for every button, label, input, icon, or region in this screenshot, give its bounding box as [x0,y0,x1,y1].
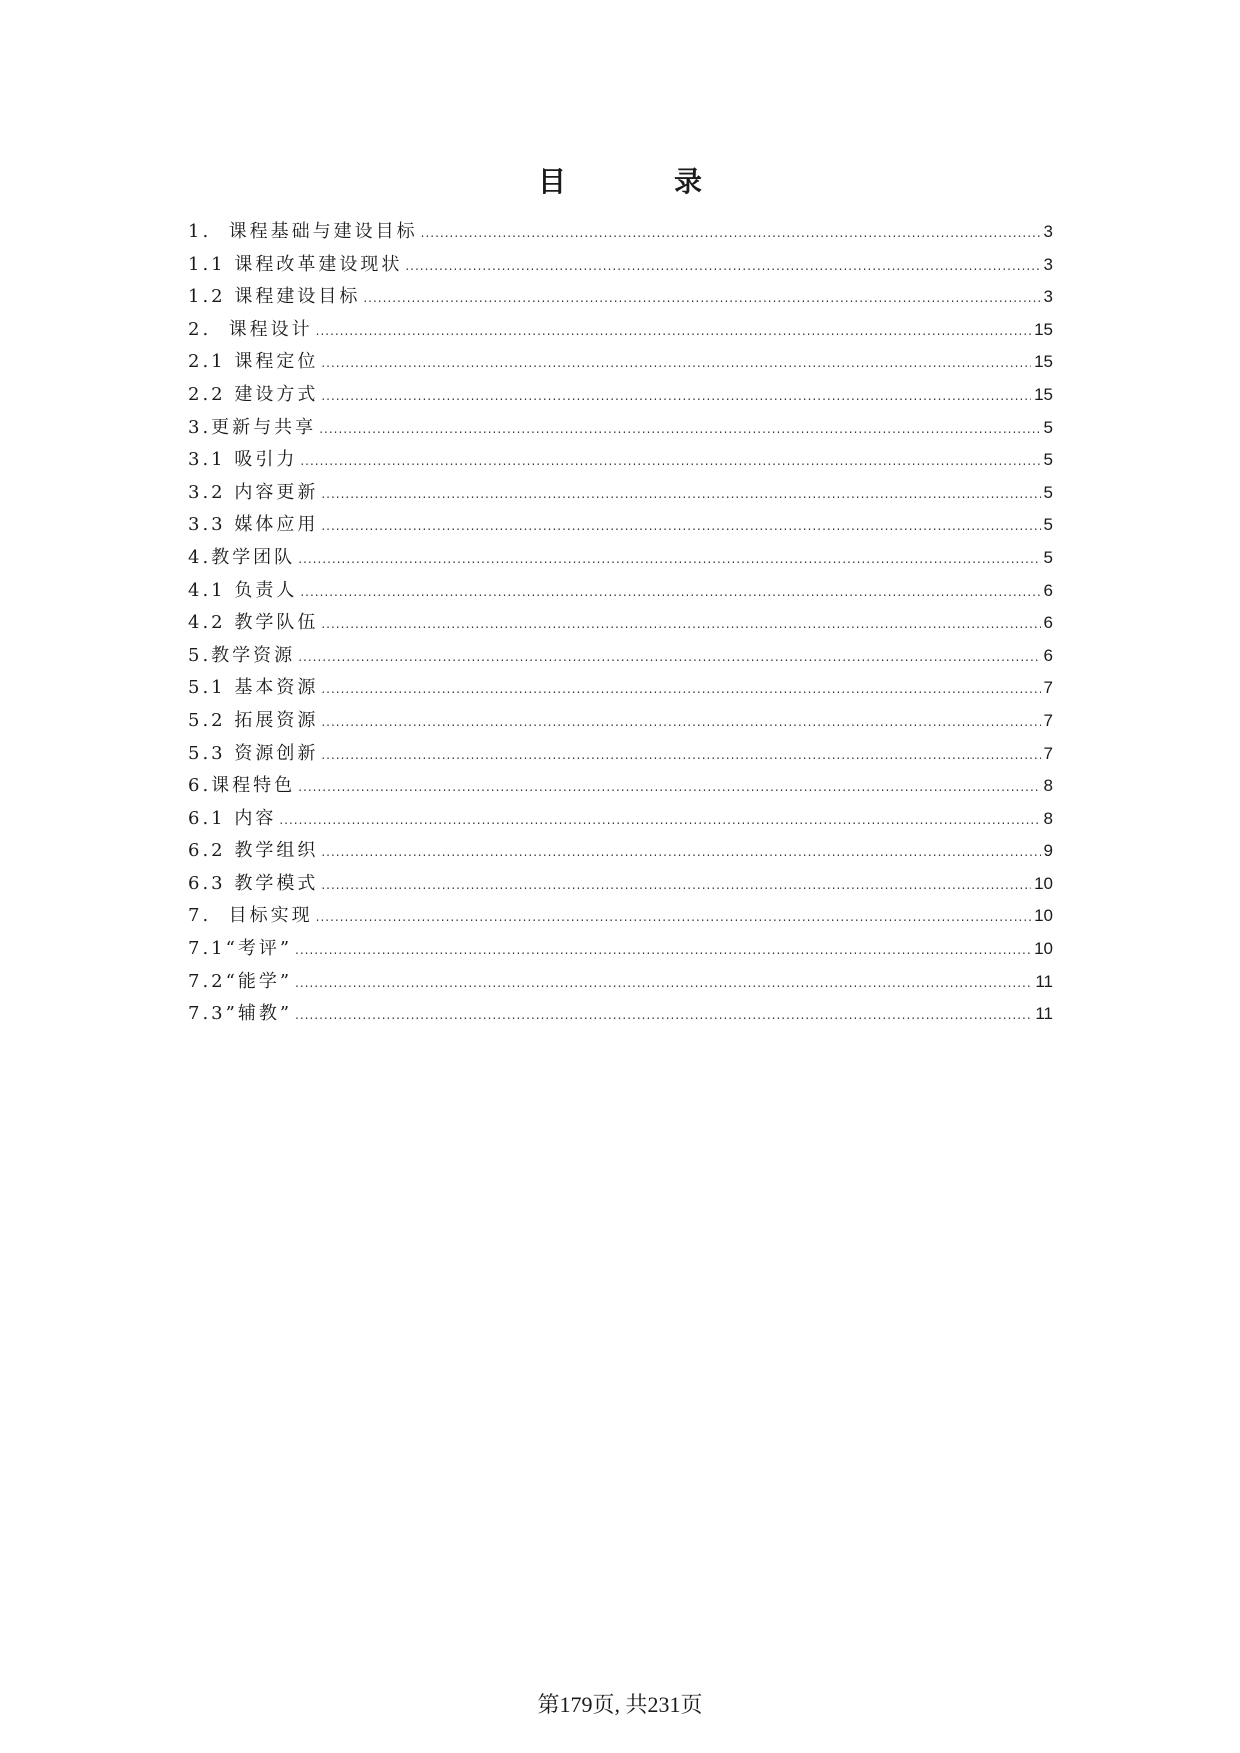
toc-entry-label: 1. 课程基础与建设目标 [188,221,418,242]
toc-entry-label: 3.2 内容更新 [188,481,319,503]
toc-entry[interactable] [188,379,1053,412]
toc-leader-dots [295,999,1032,1032]
toc-entry-page-number: 10 [1034,906,1053,926]
toc-leader-dots [279,804,1040,837]
toc-entry-page-number: 15 [1034,384,1053,404]
toc-entry[interactable] [188,835,1053,868]
toc-entry-page-number: 5 [1043,515,1053,535]
toc-entry[interactable] [188,346,1053,379]
toc-entry-page-number: 5 [1043,547,1053,567]
toc-entry[interactable] [188,998,1053,1031]
toc-entry[interactable] [188,575,1053,608]
toc-entry[interactable] [188,444,1053,477]
toc-entry[interactable] [188,640,1053,673]
toc-entry-label: 7.3”辅教” [188,1003,293,1025]
toc-entry[interactable] [188,672,1053,705]
toc-leader-dots [421,217,1041,250]
toc-entry-page-number: 11 [1035,971,1053,991]
toc-entry[interactable] [188,738,1053,771]
toc-leader-dots [321,706,1040,739]
toc-entry[interactable] [188,477,1053,510]
toc-entry-label: 5.2 拓展资源 [188,709,319,731]
toc-leader-dots [321,739,1040,772]
toc-entry-label: 5.1 基本资源 [188,677,319,699]
toc-entry-page-number: 10 [1034,939,1053,959]
toc-entry-label: 7. 目标实现 [188,905,313,927]
toc-leader-dots [321,673,1040,706]
toc-entry-page-number: 3 [1043,222,1053,241]
toc-entry-label: 6.1 内容 [188,807,277,829]
toc-entry-page-number: 6 [1043,613,1053,633]
toc-leader-dots [300,445,1040,478]
toc-leader-dots [405,250,1040,283]
toc-entry[interactable] [188,900,1053,933]
toc-leader-dots [298,543,1040,576]
toc-title: 目 录 [537,165,742,198]
toc-entry-page-number: 15 [1034,319,1053,339]
toc-entry[interactable] [188,933,1053,966]
toc-entry-page-number: 5 [1043,482,1053,502]
toc-entry-page-number: 7 [1043,743,1053,763]
toc-leader-dots [321,510,1040,543]
toc-entry-label: 4.2 教学队伍 [188,612,319,634]
toc-entry[interactable] [188,509,1053,542]
toc-leader-dots [298,771,1040,804]
toc-entry-page-number: 6 [1043,645,1053,665]
toc-entry-page-number: 8 [1043,808,1053,828]
toc-entry-page-number: 3 [1043,287,1053,307]
toc-entry[interactable] [188,216,1053,249]
toc-leader-dots [321,836,1040,869]
toc-entry[interactable] [188,542,1053,575]
toc-entry[interactable] [188,705,1053,738]
toc-leader-dots [321,608,1040,641]
toc-entry-label: 6.3 教学模式 [188,872,319,894]
toc-entry-page-number: 5 [1043,450,1053,470]
toc-entry-label: 1.2 课程建设目标 [188,286,361,308]
toc-entry-label: 6.课程特色 [188,775,296,797]
toc-leader-dots [316,315,1031,348]
toc-leader-dots [298,641,1040,674]
toc-entry-page-number: 9 [1043,841,1053,861]
toc-entry-page-number: 3 [1043,254,1053,274]
toc-entry-label: 6.2 教学组织 [188,840,319,862]
toc-leader-dots [319,413,1040,446]
toc-entry-label: 3.1 吸引力 [188,449,298,471]
toc-entry-label: 4.教学团队 [188,546,296,568]
toc-entry-label: 4.1 负责人 [188,579,298,601]
toc-leader-dots [321,869,1031,902]
toc-entry-label: 2.1 课程定位 [188,351,319,373]
toc-entry-page-number: 10 [1034,873,1053,893]
toc-entry[interactable] [188,412,1053,445]
toc-entry[interactable] [188,868,1053,901]
toc-entry-page-number: 15 [1034,352,1053,372]
toc-entry[interactable] [188,281,1053,314]
table-of-contents [188,216,1053,1031]
toc-entry-page-number: 11 [1035,1004,1053,1024]
toc-entry-page-number: 7 [1043,678,1053,698]
toc-leader-dots [295,934,1031,967]
toc-entry-label: 2. 课程设计 [188,318,313,340]
toc-entry-label: 7.1“考评” [188,938,293,960]
toc-entry-label: 5.教学资源 [188,644,296,666]
page-footer: 第179页, 共231页 [537,1692,703,1717]
toc-entry[interactable] [188,803,1053,836]
toc-leader-dots [321,478,1040,511]
toc-leader-dots [363,282,1040,315]
toc-entry-page-number: 7 [1043,710,1053,730]
toc-entry-page-number: 8 [1043,776,1053,796]
toc-entry-label: 3.3 媒体应用 [188,514,319,536]
toc-entry-page-number: 6 [1043,580,1053,600]
toc-leader-dots [295,967,1032,1000]
toc-entry[interactable] [188,314,1053,347]
toc-entry[interactable] [188,249,1053,282]
toc-entry-label: 5.3 资源创新 [188,742,319,764]
toc-entry[interactable] [188,770,1053,803]
toc-entry[interactable] [188,966,1053,999]
toc-leader-dots [321,347,1031,380]
toc-entry-page-number: 5 [1043,417,1053,437]
toc-entry-label: 3.更新与共享 [188,416,317,438]
toc-leader-dots [300,576,1040,609]
toc-entry-label: 2.2 建设方式 [188,383,319,405]
toc-entry-label: 7.2“能学” [188,970,293,992]
toc-leader-dots [316,901,1031,934]
toc-entry[interactable] [188,607,1053,640]
toc-entry-label: 1.1 课程改革建设现状 [188,253,403,275]
toc-leader-dots [321,380,1031,413]
